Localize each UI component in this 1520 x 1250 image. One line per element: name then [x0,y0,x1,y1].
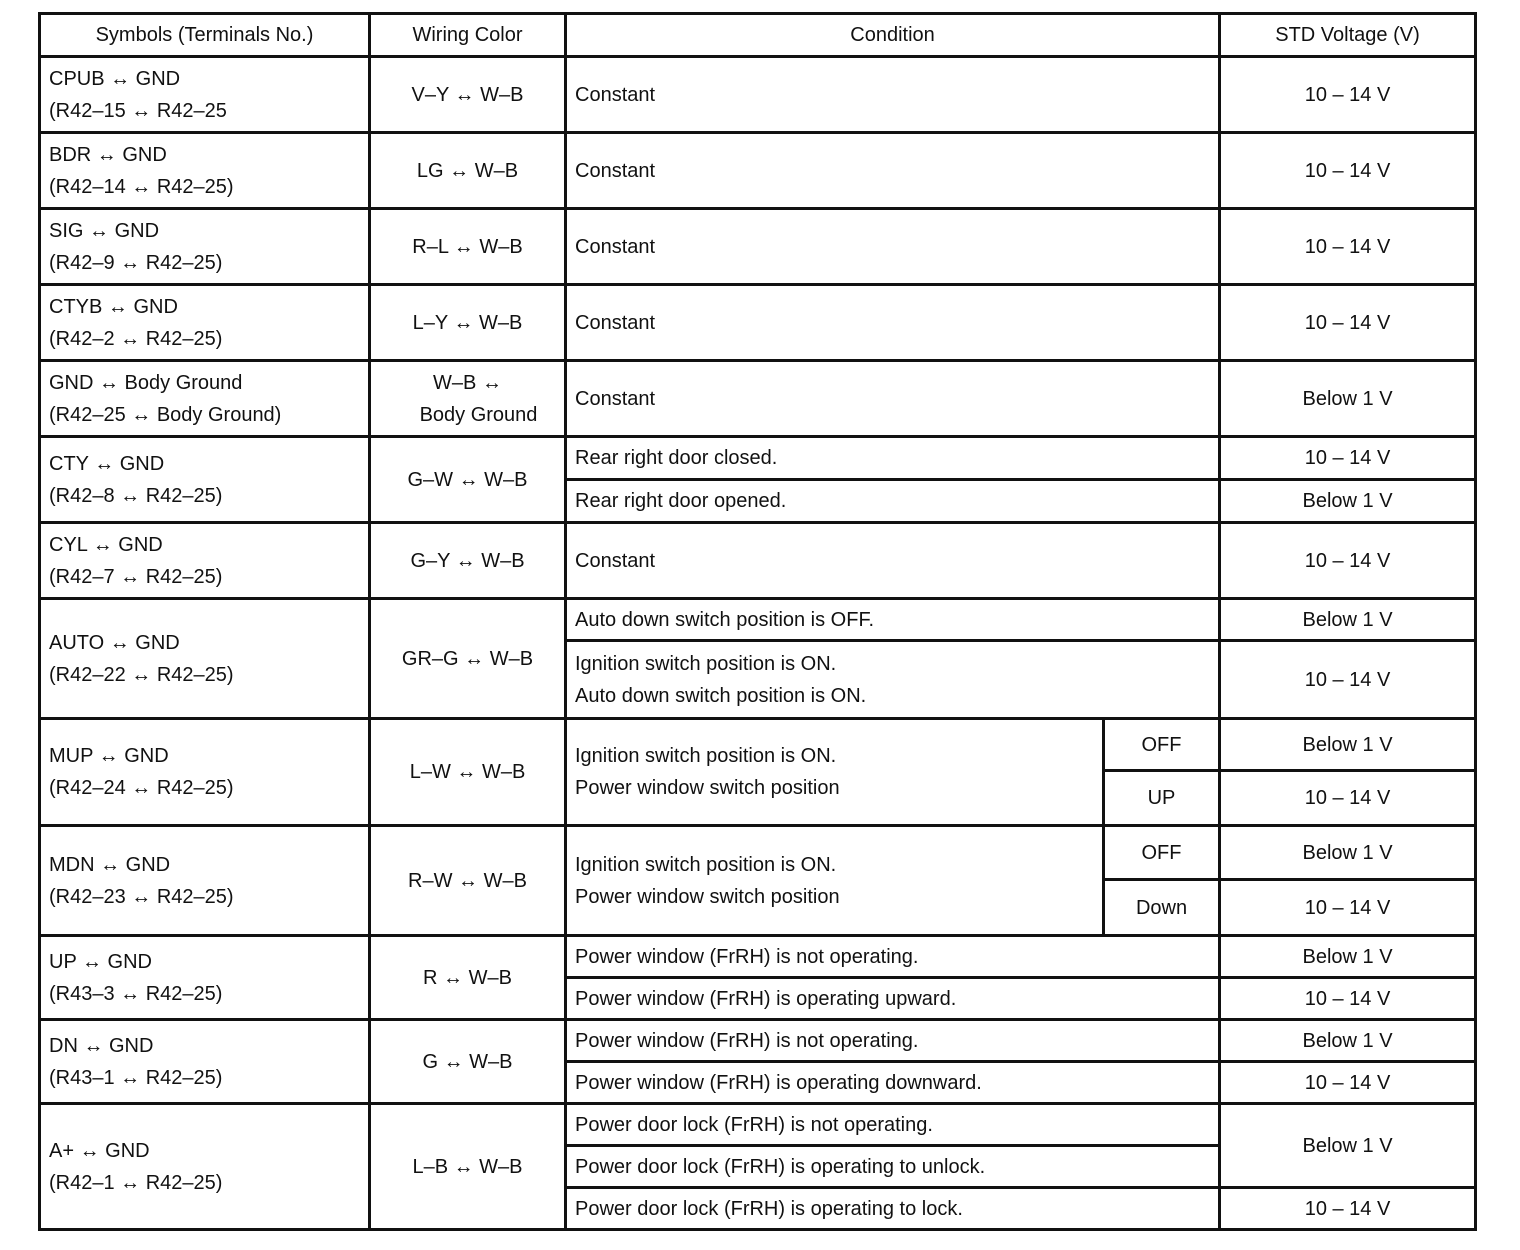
voltage-cell: 10 – 14 V [1220,1062,1476,1104]
voltage-cell: 10 – 14 V [1220,133,1476,209]
voltage-cell: Below 1 V [1220,1104,1476,1188]
wiring-cell: GR–G ↔ W–B [370,599,566,719]
table-row [40,826,1476,880]
wiring-cell: L–W ↔ W–B [370,719,566,826]
table-row [40,285,1476,361]
table-row [40,437,1476,480]
wiring-cell: L–B ↔ W–B [370,1104,566,1230]
voltage-cell: 10 – 14 V [1220,209,1476,285]
voltage-cell: 10 – 14 V [1220,978,1476,1020]
voltage-cell: Below 1 V [1220,826,1476,880]
table-row [40,936,1476,978]
switch-position-cell: OFF [1104,719,1220,771]
wiring-cell: V–Y ↔ W–B [370,57,566,133]
voltage-cell: Below 1 V [1220,480,1476,523]
condition-cell: Constant [566,133,1220,209]
header-symbols: Symbols (Terminals No.) [40,14,370,57]
switch-position-cell: UP [1104,771,1220,826]
symbol-cell: SIG ↔ GND (R42–9 ↔ R42–25) [40,209,370,285]
table-row [40,209,1476,285]
condition-cell: Power door lock (FrRH) is operating to lock. [566,1188,1220,1230]
symbol-cell: CYL ↔ GND (R42–7 ↔ R42–25) [40,523,370,599]
wiring-cell: W–B ↔ Body Ground [370,361,566,437]
table-row [40,719,1476,771]
table-row [40,57,1476,133]
voltage-cell: Below 1 V [1220,719,1476,771]
condition-cell: Constant [566,523,1220,599]
condition-cell: Ignition switch position is ON. Power window switch position [566,719,1104,826]
condition-cell: Power window (FrRH) is not operating. [566,1020,1220,1062]
voltage-cell: Below 1 V [1220,936,1476,978]
symbol-cell: BDR ↔ GND (R42–14 ↔ R42–25) [40,133,370,209]
wiring-cell: LG ↔ W–B [370,133,566,209]
table-row [40,1020,1476,1062]
symbol-cell: A+ ↔ GND (R42–1 ↔ R42–25) [40,1104,370,1230]
wiring-cell: G–Y ↔ W–B [370,523,566,599]
table-row [40,133,1476,209]
condition-cell: Ignition switch position is ON. Auto down switch position is ON. [566,641,1220,719]
condition-cell: Constant [566,285,1220,361]
switch-position-cell: OFF [1104,826,1220,880]
symbol-cell: MUP ↔ GND (R42–24 ↔ R42–25) [40,719,370,826]
header-wiring: Wiring Color [370,14,566,57]
header-row [40,14,1476,57]
symbol-cell: CTY ↔ GND (R42–8 ↔ R42–25) [40,437,370,523]
voltage-cell: 10 – 14 V [1220,1188,1476,1230]
condition-cell: Rear right door closed. [566,437,1220,480]
wiring-cell: G–W ↔ W–B [370,437,566,523]
condition-cell: Constant [566,57,1220,133]
condition-cell: Rear right door opened. [566,480,1220,523]
condition-cell: Power window (FrRH) is operating upward. [566,978,1220,1020]
voltage-cell: Below 1 V [1220,1020,1476,1062]
symbol-cell: CTYB ↔ GND (R42–2 ↔ R42–25) [40,285,370,361]
voltage-cell: Below 1 V [1220,599,1476,641]
wiring-cell: R–W ↔ W–B [370,826,566,936]
table-row [40,1104,1476,1146]
voltage-cell: 10 – 14 V [1220,57,1476,133]
voltage-spec-table [38,12,1477,1231]
voltage-cell: 10 – 14 V [1220,437,1476,480]
header-condition: Condition [566,14,1220,57]
symbol-cell: AUTO ↔ GND (R42–22 ↔ R42–25) [40,599,370,719]
voltage-cell: 10 – 14 V [1220,771,1476,826]
voltage-cell: Below 1 V [1220,361,1476,437]
symbol-cell: CPUB ↔ GND (R42–15 ↔ R42–25 [40,57,370,133]
symbol-cell: UP ↔ GND (R43–3 ↔ R42–25) [40,936,370,1020]
condition-cell: Power door lock (FrRH) is operating to unlock. [566,1146,1220,1188]
condition-cell: Auto down switch position is OFF. [566,599,1220,641]
voltage-cell: 10 – 14 V [1220,523,1476,599]
condition-cell: Power window (FrRH) is operating downward. [566,1062,1220,1104]
table-row [40,599,1476,641]
condition-cell: Constant [566,209,1220,285]
condition-cell: Power door lock (FrRH) is not operating. [566,1104,1220,1146]
table-row [40,523,1476,599]
switch-position-cell: Down [1104,880,1220,936]
symbol-cell: GND ↔ Body Ground (R42–25 ↔ Body Ground) [40,361,370,437]
condition-cell: Power window (FrRH) is not operating. [566,936,1220,978]
header-voltage: STD Voltage (V) [1220,14,1476,57]
voltage-cell: 10 – 14 V [1220,880,1476,936]
condition-cell: Constant [566,361,1220,437]
condition-cell: Ignition switch position is ON. Power window switch position [566,826,1104,936]
wiring-cell: G ↔ W–B [370,1020,566,1104]
voltage-cell: 10 – 14 V [1220,641,1476,719]
wiring-cell: R–L ↔ W–B [370,209,566,285]
table-row [40,361,1476,437]
wiring-cell: R ↔ W–B [370,936,566,1020]
symbol-cell: MDN ↔ GND (R42–23 ↔ R42–25) [40,826,370,936]
wiring-cell: L–Y ↔ W–B [370,285,566,361]
symbol-cell: DN ↔ GND (R43–1 ↔ R42–25) [40,1020,370,1104]
voltage-cell: 10 – 14 V [1220,285,1476,361]
